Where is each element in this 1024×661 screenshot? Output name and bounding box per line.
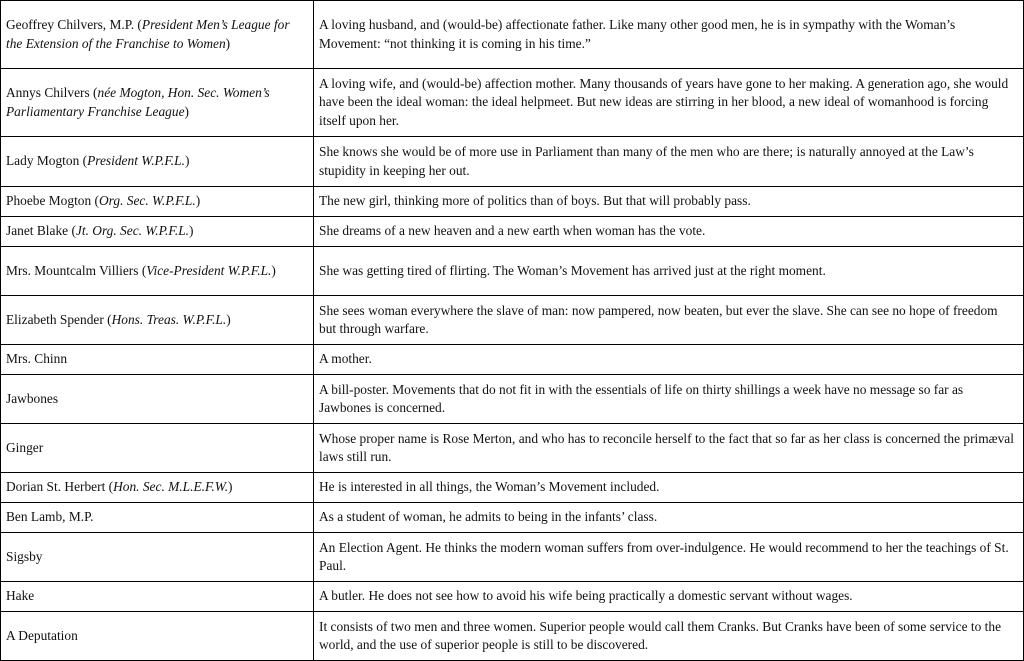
character-name: Ginger (6, 439, 44, 455)
character-cell (1, 582, 314, 612)
description-cell: She knows she would be of more use in Parliament than many of the men who are there; is naturally annoyed at the Law’s stupidity in keeping her out. (314, 137, 1024, 187)
description-cell: A loving wife, and (would-be) affection mother. Many thousands of years have gone to her making. A generation ago, she would have been the ideal woman: the ideal helpmeet. But new ideas are stirring in her blood, a new ideal of womanhood is forcing itself upon her. (314, 69, 1024, 137)
character-name: Janet Blake (6, 223, 69, 239)
character-name: Geoffrey Chilvers, M.P. (6, 17, 135, 32)
table-row (1, 473, 1024, 503)
table-row (1, 612, 1024, 661)
character-role: Org. Sec. W.P.F.L. (99, 193, 196, 209)
character-cell: Janet Blake (Jt. Org. Sec. W.P.F.L.) (1, 217, 314, 247)
character-name: Jawbones (6, 390, 59, 406)
character-role: President Men’s League for the Extension of the Franchise to Women (6, 17, 290, 51)
table-row (1, 503, 1024, 533)
character-name: Ben Lamb, M.P. (6, 509, 94, 525)
table-row (1, 296, 1024, 345)
character-name: Mrs. Chinn (6, 351, 68, 367)
description-cell: The new girl, thinking more of politics than of boys. But that will probably pass. (314, 187, 1024, 217)
character-role: President W.P.F.L. (87, 153, 185, 169)
character-cell (1, 612, 314, 661)
character-name: Dorian St. Herbert (6, 479, 106, 495)
table-row (1, 217, 1024, 247)
description-cell: As a student of woman, he admits to being in the infants’ class. (314, 503, 1024, 533)
character-name: Hake (6, 588, 35, 604)
description-cell: A mother. (314, 345, 1024, 375)
table-row (1, 582, 1024, 612)
character-cell (1, 533, 314, 582)
character-cell (1, 375, 314, 424)
character-role: née Mogton, Hon. Sec. Women’s Parliamentary Franchise League (6, 85, 270, 119)
character-role: Jt. Org. Sec. W.P.F.L. (75, 223, 189, 239)
character-cell: Mrs. Mountcalm Villiers (Vice-President W.P.F.L.) (1, 247, 314, 296)
description-cell: An Election Agent. He thinks the modern woman suffers from over-indulgence. He would recommend to her the teachings of St. Paul. (314, 533, 1024, 582)
character-cell: Geoffrey Chilvers, M.P. (President Men’s League for the Extension of the Franchise to Women) (1, 1, 314, 69)
character-name: Sigsby (6, 548, 43, 564)
character-name: Annys Chilvers (6, 85, 90, 100)
character-cell (1, 503, 314, 533)
description-cell: He is interested in all things, the Woman’s Movement included. (314, 473, 1024, 503)
description-cell: A loving husband, and (would-be) affectionate father. Like many other good men, he is in sympathy with the Woman’s Movement: “not thinking it is coming in his time.” (314, 1, 1024, 69)
character-cell: Elizabeth Spender (Hons. Treas. W.P.F.L.) (1, 296, 314, 345)
character-cell: Annys Chilvers (née Mogton, Hon. Sec. Women’s Parliamentary Franchise League) (1, 69, 314, 137)
description-cell: She sees woman everywhere the slave of man: now pampered, now beaten, but ever the slave. She can see no hope of freedom but through warfare. (314, 296, 1024, 345)
table-row (1, 533, 1024, 582)
table-row (1, 137, 1024, 187)
character-cell: Phoebe Mogton (Org. Sec. W.P.F.L.) (1, 187, 314, 217)
character-name: Mrs. Mountcalm Villiers (6, 262, 139, 278)
description-cell: She dreams of a new heaven and a new earth when woman has the vote. (314, 217, 1024, 247)
description-cell: She was getting tired of flirting. The Woman’s Movement has arrived just at the right moment. (314, 247, 1024, 296)
description-cell: Whose proper name is Rose Merton, and who has to reconcile herself to the fact that so far as her class is concerned the primæval laws still run. (314, 424, 1024, 473)
table-row (1, 345, 1024, 375)
description-cell: A butler. He does not see how to avoid his wife being practically a domestic servant without wages. (314, 582, 1024, 612)
description-cell: It consists of two men and three women. Superior people would call them Cranks. But Cranks have been of some service to the world, and the use of superior people is still to be discovered. (314, 612, 1024, 661)
table-row (1, 375, 1024, 424)
character-cell (1, 345, 314, 375)
character-role: Hons. Treas. W.P.F.L. (111, 311, 227, 327)
character-cell: Dorian St. Herbert (Hon. Sec. M.L.E.F.W.) (1, 473, 314, 503)
character-cell (1, 424, 314, 473)
table-row (1, 1, 1024, 69)
table-row (1, 424, 1024, 473)
cast-list-body (1, 1, 1024, 661)
character-name: Elizabeth Spender (6, 311, 104, 327)
character-cell: Lady Mogton (President W.P.F.L.) (1, 137, 314, 187)
character-name: Phoebe Mogton (6, 193, 92, 209)
table-row (1, 187, 1024, 217)
character-role: Vice-President W.P.F.L. (146, 262, 272, 278)
table-row (1, 69, 1024, 137)
character-name: A Deputation (6, 627, 78, 643)
character-role: Hon. Sec. M.L.E.F.W. (113, 479, 229, 495)
table-row (1, 247, 1024, 296)
character-name: Lady Mogton (6, 153, 80, 169)
description-cell: A bill-poster. Movements that do not fit in with the essentials of life on thirty shillings a week have no message so far as Jawbones is concerned. (314, 375, 1024, 424)
